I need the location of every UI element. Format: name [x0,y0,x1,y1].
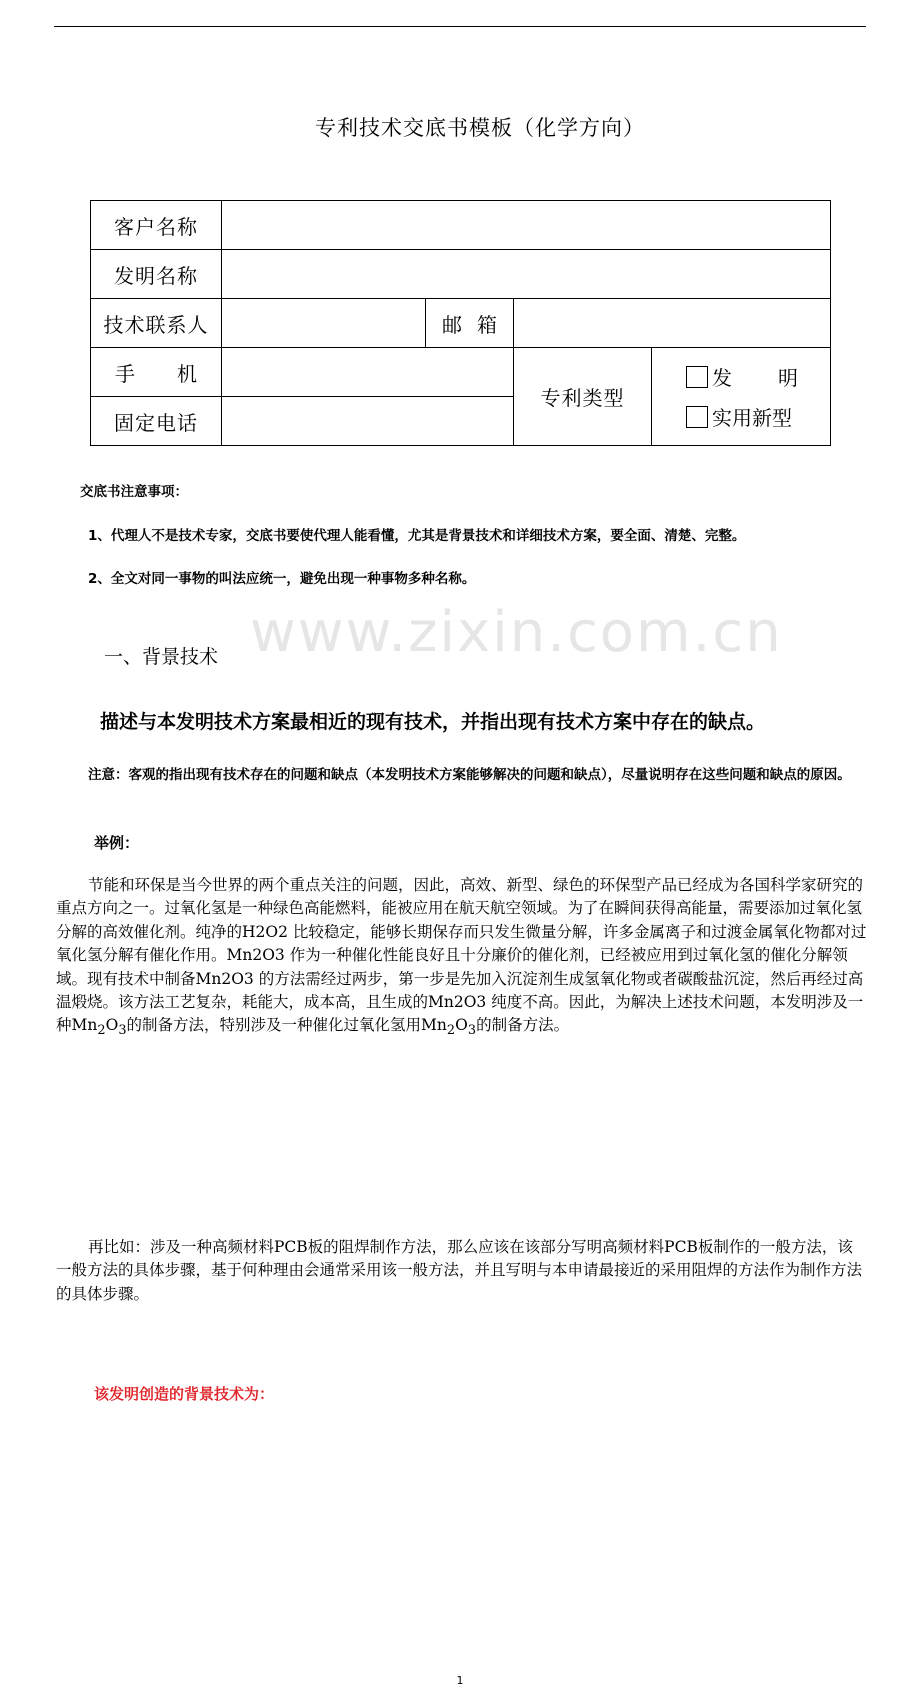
option-invention[interactable] [686,357,830,397]
example-paragraph-1-cont: 的制备方法，特别涉及一种催化过氧化氢用 [126,1016,422,1035]
customer-name-field[interactable] [222,201,831,250]
option-invention-char-1: 发 [712,366,732,390]
invention-checkbox[interactable] [686,366,708,388]
tech-contact-label: 技术联系人 [91,299,222,348]
example-paragraph-1-end: 的制备方法。 [476,1016,570,1035]
email-label [426,299,514,348]
invention-name-field[interactable] [222,250,831,299]
row-customer [91,201,831,250]
row-mobile [91,348,831,397]
example-paragraph-1 [56,874,868,1043]
email-label-char-1: 邮 [442,312,462,337]
note-item-2: 2、全文对同一事物的叫法应统一，避免出现一种事物多种名称。 [88,571,476,587]
mobile-field[interactable] [222,348,514,397]
notes-heading: 交底书注意事项： [80,484,188,500]
header-rule [54,26,866,27]
background-prompt: 该发明创造的背景技术为： [94,1385,275,1404]
row-invention [91,250,831,299]
patent-type-label: 专利类型 [514,348,652,446]
page-number: 1 [456,1674,464,1687]
section-subheading: 描述与本发明技术方案最相近的现有技术，并指出现有技术方案中存在的缺点。 [100,711,766,733]
example-paragraph-1-text: 节能和环保是当今世界的两个重点关注的问题，因此，高效、新型、绿色的环保型产品已经成为各国科学家研究的重点方向之一。过氧化氢是一种绿色高能燃料，能被应用在航天航空领域。为了在瞬间获得高能量，需要添加过氧化氢分解的高效催化剂。纯净的H2O2 比较稳定，能够长期保存而只发生微量分解，许多金属离子和过渡金属氧化物都对过氧化氢分解有催化作用。Mn2O3 作为一种催化性能良好且十分廉价的催化剂，已经被应用到过氧化氢的催化分解领域。现有技术中制备Mn2O3 的方法需经过两步，第一步是先加入沉淀剂生成氢氧化物或者碳酸盐沉淀，然后再经过高温煅烧。该方法工艺复杂，耗能大，成本高，且生成的Mn2O3 纯度不高。因此，为解决上述技术问题，本发明涉及一种 [56,876,867,1035]
formula-mn2o3-a: $Mn_2O_3$ [71,1016,127,1039]
utility-model-checkbox[interactable] [686,406,708,428]
example-label: 举例： [94,834,140,852]
formula-mn2o3-b: $Mn_2O_3$ [421,1016,477,1039]
option-utility[interactable] [686,397,830,437]
mobile-label-char-2: 机 [177,361,197,386]
customer-name-label: 客户名称 [91,201,222,250]
tech-contact-field[interactable] [222,299,426,348]
mobile-label [91,348,222,397]
landline-field[interactable] [222,397,514,446]
email-field[interactable] [514,299,831,348]
email-label-char-2: 箱 [477,312,497,337]
invention-name-label: 发明名称 [91,250,222,299]
option-invention-char-2: 明 [778,366,798,390]
patent-type-options [652,348,831,446]
option-utility-label: 实用新型 [712,406,792,430]
note-item-1: 1、代理人不是技术专家，交底书要使代理人能看懂，尤其是背景技术和详细技术方案，要全面、清楚、完整。 [88,528,746,544]
client-info-form [90,200,831,446]
attention-note: 注意：客观的指出现有技术存在的问题和缺点（本发明技术方案能够解决的问题和缺点），尽量说明存在这些问题和缺点的原因。 [88,767,851,783]
watermark: www.zixin.com.cn [250,600,783,665]
landline-label: 固定电话 [91,397,222,446]
example-paragraph-2: 再比如：涉及一种高频材料PCB板的阻焊制作方法，那么应该在该部分写明高频材料PCB板制作的一般方法，该一般方法的具体步骤，基于何种理由会通常采用该一般方法，并且写明与本申请最接近的采用阻焊的方法作为制作方法的具体步骤。 [56,1237,863,1303]
section-heading-background: 一、背景技术 [104,646,219,668]
row-contact [91,299,831,348]
mobile-label-char-1: 手 [115,361,135,386]
document-title: 专利技术交底书模板（化学方向） [315,116,645,140]
